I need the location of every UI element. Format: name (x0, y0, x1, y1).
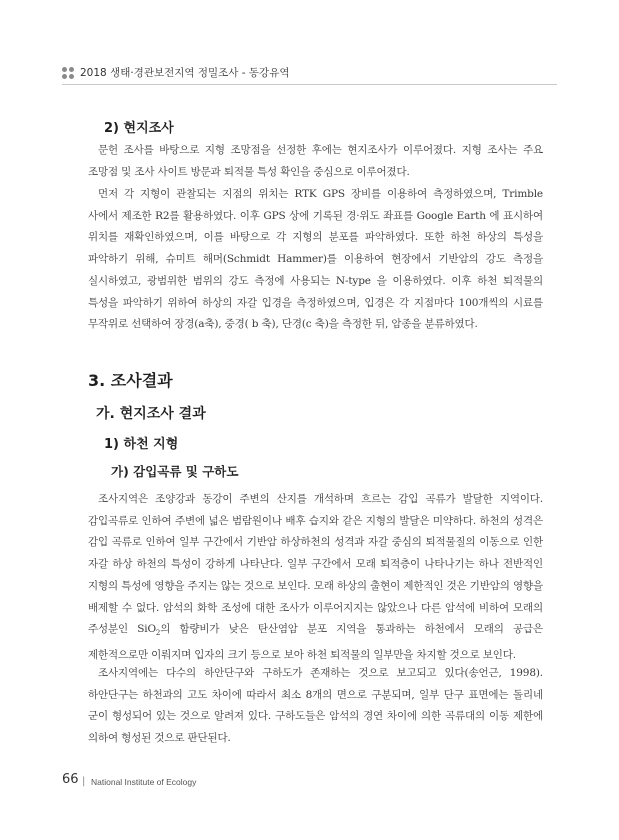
header-divider (62, 84, 557, 85)
river-paragraph-1-text-b: 의 함량비가 낮은 탄산염암 분포 지역을 통과하는 하천에서 모래의 공급은 제한적으로만 이뤄지며 입자의 크기 등으로 보아 하천 퇴적물의 일부만을 차지할 것으로 보인다. (88, 623, 543, 662)
footer-institute: National Institute of Ecology (91, 777, 197, 787)
header-title: 2018 생태·경관보전지역 정밀조사 - 동강유역 (80, 67, 290, 79)
river-landform-heading: 1) 하천 지형 (104, 437, 179, 452)
running-header (62, 64, 557, 82)
field-survey-paragraph-2: 먼저 각 지형이 관찰되는 지점의 위치는 RTK GPS 장비를 이용하여 측정하였으며, Trimble 사에서 제조한 R2를 활용하였다. 이후 GPS 상에 기록된 경·위도 좌표를 Google Earth 에 표시하여 위치를 재확인하였으며, 이를 바탕으로 각 지형의 분포를 파악하였다. 또한 하천 하상의 특성을 파악하기 위해, 슈미트 해머(Schmidt Hammer)를 이용하여 현장에서 기반암의 강도 측정을 실시하였고, 광범위한 범위의 강도 측정에 사용되는 N-type 을 이용하였다. 이후 하천 퇴적물의 특성을 파악하기 위하여 하상의 자갈 입경을 측정하였으며, 입경은 각 지점마다 100개씩의 시료를 무작위로 선택하여 장경(a축), 중경( b 축), 단경(c 축)을 측정한 뒤, 암종을 분류하였다. (88, 188, 543, 331)
results-sub-heading: 가. 현지조사 결과 (96, 406, 206, 422)
field-survey-heading: 2) 현지조사 (104, 121, 174, 136)
incised-meander-heading: 가) 감입곡류 및 구하도 (111, 464, 239, 479)
river-paragraph-1-text-a: 조사지역은 조양강과 동강이 주변의 산지를 개석하며 흐르는 감입 곡류가 발달한 지역이다. 감입곡류로 인하여 주변에 넓은 범람원이나 배후 습지와 같은 지형의 발달은 미약하다. 하천의 성격은 감입 곡류로 인하여 일부 구간에서 기반암 하상하천의 성격과 자갈 중심의 퇴적물질의 이동으로 인한 자갈 하상 하천의 특성이 강하게 나타난다. 일부 구간에서 모래 퇴적층이 나타나기는 하나 전반적인 지형의 특성에 영향을 주지는 않는 것으로 보인다. 모래 하상의 출현이 제한적인 것은 기반암의 영향을 배제할 수 없다. 암석의 화학 조성에 대한 조사가 이루어지지는 않았으나 다른 암석에 비하여 모래의 주성분인 SiO (88, 493, 543, 636)
river-paragraph-1 (88, 489, 543, 667)
footer-separator: | (82, 776, 86, 787)
field-survey-paragraph-1: 문헌 조사를 바탕으로 지형 조망점을 선정한 후에는 현지조사가 이루어졌다. 지형 조사는 주요 조망점 및 조사 사이트 방문과 퇴적물 특성 확인을 중심으로 이루어졌다. (88, 144, 543, 178)
sio2-subscript: 2 (155, 629, 161, 638)
river-paragraph-2: 조사지역에는 다수의 하안단구와 구하도가 존재하는 것으로 보고되고 있다(송언근, 1998). 하안단구는 하천과의 고도 차이에 따라서 최소 8개의 면으로 구분되며, 일부 단구 표면에는 돌리네 군이 형성되어 있는 것으로 알려져 있다. 구하도들은 암석의 경연 차이에 의한 곡류대의 이동 제한에 의하여 형성된 것으로 판단된다. (88, 667, 543, 745)
header-dots-icon (62, 67, 74, 79)
page-number: 66 (62, 772, 79, 787)
results-heading: 3. 조사결과 (88, 371, 173, 390)
